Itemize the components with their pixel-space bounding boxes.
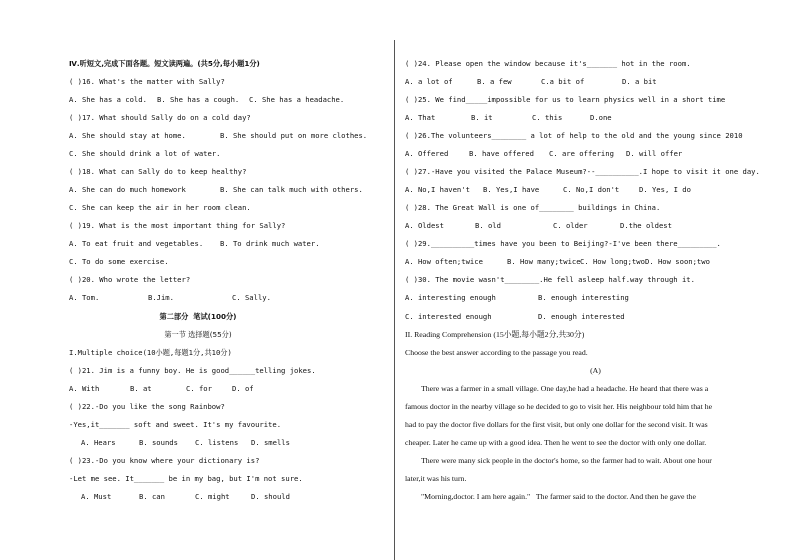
option-b: B. it bbox=[471, 113, 493, 122]
question-27: ( )27.-Have you visited the Palace Museum?--__________.I hope to visit it one day. bbox=[405, 167, 760, 176]
question-23-options bbox=[69, 492, 379, 546]
option-b: B. can bbox=[139, 492, 165, 501]
option-a: A. Tom. bbox=[69, 293, 100, 302]
option-d: D. will offer bbox=[626, 149, 683, 158]
option-c: C. older bbox=[553, 221, 588, 230]
passage-line: "Morning,doctor. I am here again." The farmer said to the doctor. And then he gave the bbox=[421, 492, 696, 501]
question-23-response: -Let me see. It_______ be in my bag, but I'm not sure. bbox=[69, 474, 303, 483]
option-b: B. To drink much water. bbox=[220, 239, 320, 248]
passage-line: later,it was his turn. bbox=[405, 474, 467, 483]
option-d: D. of bbox=[232, 384, 254, 393]
passage-line: cheaper. Later he came up with a good idea. Then he went to see the doctor with only one dollar. bbox=[405, 438, 707, 447]
question-25: ( )25. We find_____impossible for us to learn physics well in a short time bbox=[405, 95, 726, 104]
column-divider bbox=[394, 40, 395, 560]
question-21: ( )21. Jim is a funny boy. He is good______telling jokes. bbox=[69, 366, 316, 375]
option-a: A. She has a cold. bbox=[69, 95, 147, 104]
reading-instructions: Choose the best answer according to the passage you read. bbox=[405, 348, 588, 357]
option-b: B. sounds bbox=[139, 438, 178, 447]
question-30: ( )30. The movie wasn't________.He fell asleep half.way through it. bbox=[405, 275, 695, 284]
option-c: C. this bbox=[532, 113, 563, 122]
option-d: D. should bbox=[251, 492, 290, 501]
option-b: B. a few bbox=[477, 77, 512, 86]
left-column bbox=[0, 0, 380, 560]
question-22-options bbox=[69, 438, 379, 492]
option-d: D. How soon;two bbox=[645, 257, 710, 266]
question-18: ( )18. What can Sally do to keep healthy? bbox=[69, 167, 247, 176]
option-b: B. enough interesting bbox=[538, 293, 629, 302]
option-b: B. She has a cough. bbox=[157, 95, 240, 104]
question-19: ( )19. What is the most important thing for Sally? bbox=[69, 221, 286, 230]
option-b: B. She can talk much with others. bbox=[220, 185, 363, 194]
option-c: C. She has a headache. bbox=[249, 95, 345, 104]
option-c: C. for bbox=[186, 384, 212, 393]
option-d: D.the oldest bbox=[620, 221, 672, 230]
question-23: ( )23.-Do you know where your dictionary is? bbox=[69, 456, 260, 465]
question-19-option-c: C. To do some exercise. bbox=[69, 257, 169, 266]
option-d: D.one bbox=[590, 113, 612, 122]
option-a: A. a lot of bbox=[405, 77, 453, 86]
multiple-choice-title: I.Multiple choice(10小题,每题1分,共10分) bbox=[69, 348, 232, 357]
option-a: A. With bbox=[69, 384, 100, 393]
question-17-option-c: C. She should drink a lot of water. bbox=[69, 149, 221, 158]
option-c: C. listens bbox=[195, 438, 239, 447]
option-a: A. She can do much homework bbox=[69, 185, 186, 194]
passage-label: (A) bbox=[590, 366, 601, 375]
question-22: ( )22.-Do you like the song Rainbow? bbox=[69, 402, 225, 411]
question-26: ( )26.The volunteers________ a lot of help to the old and the young since 2010 bbox=[405, 131, 743, 140]
right-column bbox=[397, 0, 794, 560]
section-iv-heading: Ⅳ.听短文,完成下面各题。短文读两遍。(共5分,每小题1分) bbox=[69, 59, 260, 68]
option-a: A. Hears bbox=[81, 438, 116, 447]
option-d: D. enough interested bbox=[538, 312, 625, 321]
question-21-options bbox=[69, 384, 379, 438]
question-22-response: -Yes,it_______ soft and sweet. It's my favourite. bbox=[69, 420, 282, 429]
option-d: D. Yes, I do bbox=[639, 185, 691, 194]
option-c: C. might bbox=[195, 492, 230, 501]
passage-line: had to pay the doctor five dollars for the first visit, but only one dollar for the second visit. It was bbox=[405, 420, 708, 429]
option-c: C.a bit of bbox=[541, 77, 585, 86]
option-d: D. a bit bbox=[622, 77, 657, 86]
option-a: A. To eat fruit and vegetables. bbox=[69, 239, 204, 248]
option-b: B. old bbox=[475, 221, 501, 230]
option-d: D. smells bbox=[251, 438, 290, 447]
option-c: C. Sally. bbox=[232, 293, 271, 302]
option-a: A. Must bbox=[81, 492, 112, 501]
option-b: B. have offered bbox=[469, 149, 534, 158]
question-16: ( )16. What's the matter with Sally? bbox=[69, 77, 225, 86]
question-20: ( )20. Who wrote the letter? bbox=[69, 275, 191, 284]
part-two-heading: 第二部分 笔试(100分) bbox=[159, 312, 237, 321]
option-a: A. How often;twice bbox=[405, 257, 483, 266]
option-c: C. interested enough bbox=[405, 312, 492, 321]
option-a: A. Offered bbox=[405, 149, 449, 158]
option-b: B. Yes,I have bbox=[483, 185, 540, 194]
option-b: B.Jim. bbox=[148, 293, 174, 302]
passage-line: There were many sick people in the doctor's home, so the farmer had to wait. About one hour bbox=[421, 456, 712, 465]
option-a: A. No,I haven't bbox=[405, 185, 470, 194]
option-a: A. She should stay at home. bbox=[69, 131, 186, 140]
option-a: A. Oldest bbox=[405, 221, 444, 230]
option-b: B. She should put on more clothes. bbox=[220, 131, 368, 140]
option-a: A. That bbox=[405, 113, 436, 122]
section-one-heading: 第一节 选择题(55分) bbox=[164, 330, 232, 339]
option-c: C. No,I don't bbox=[563, 185, 620, 194]
option-b: B. at bbox=[130, 384, 152, 393]
question-18-option-c: C. She can keep the air in her room clean. bbox=[69, 203, 251, 212]
option-a: A. interesting enough bbox=[405, 293, 496, 302]
question-29: ( )29.__________times have you been to Beijing?-I've been there_________. bbox=[405, 239, 721, 248]
question-24: ( )24. Please open the window because it's_______ hot in the room. bbox=[405, 59, 691, 68]
option-c: C. How long;two bbox=[580, 257, 645, 266]
reading-comprehension-title: II. Reading Comprehension (15小题,每小题2分,共30分) bbox=[405, 330, 585, 339]
passage-line: There was a farmer in a small village. One day,he had a headache. He heard that there was a bbox=[421, 384, 709, 393]
option-c: C. are offering bbox=[549, 149, 614, 158]
question-17: ( )17. What should Sally do on a cold day? bbox=[69, 113, 251, 122]
passage-line: famous doctor in the nearby village so he decided to go to visit her. His neighbour told him that he bbox=[405, 402, 713, 411]
option-b: B. How many;twice bbox=[507, 257, 581, 266]
question-28: ( )28. The Great Wall is one of________ buildings in China. bbox=[405, 203, 661, 212]
